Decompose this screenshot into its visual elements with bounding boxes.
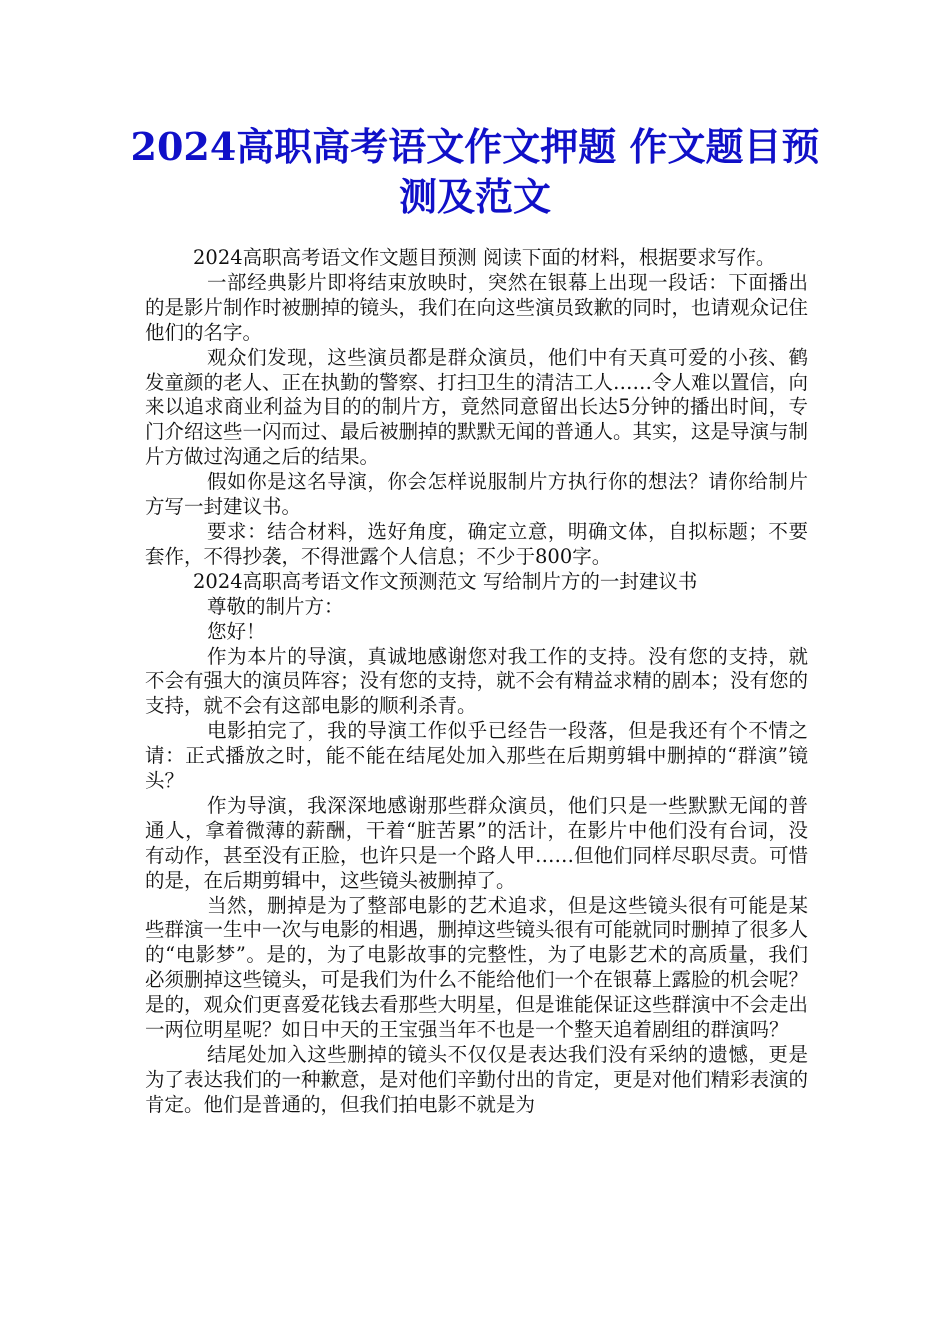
paragraph: 一部经典影片即将结束放映时，突然在银幕上出现一段话：下面播出的是影片制作时被删掉的镜头，我们在向这些演员致歉的同时，也请观众记住他们的名字。 <box>145 270 809 344</box>
paragraph: 作为本片的导演，真诚地感谢您对我工作的支持。没有您的支持，就不会有强大的演员阵容；没有您的支持，就不会有精益求精的剧本；没有您的支持，就不会有这部电影的顺利杀青。 <box>145 644 809 718</box>
paragraph: 2024高职高考语文作文题目预测 阅读下面的材料，根据要求写作。 <box>193 246 776 269</box>
paragraph: 当然，删掉是为了整部电影的艺术追求，但是这些镜头很有可能是某些群演一生中一次与电影的相遇，删掉这些镜头很有可能就同时删掉了很多人的“电影梦”。是的，为了电影故事的完整性，为了电影艺术的高质量，我们必须删掉这些镜头，可是我们为什么不能给他们一个在银幕上露脸的机会呢？是的，观众们更喜爱花钱去看那些大明星，但是谁能保证这些群演中不会走出一两位明星呢？如日中天的王宝强当年不也是一个整天追着剧组的群演吗？ <box>145 893 809 1042</box>
paragraph: 2024高职高考语文作文预测范文 写给制片方的一封建议书 <box>193 569 698 593</box>
paragraph: 作为导演，我深深地感谢那些群众演员，他们只是一些默默无闻的普通人，拿着微薄的薪酬，干着“脏苦累”的活计，在影片中他们没有台词，没有动作，甚至没有正脸，也许只是一个路人甲……但他们同样尽职尽责。可惜的是，在后期剪辑中，这些镜头被删掉了。 <box>145 793 809 892</box>
paragraph: 结尾处加入这些删掉的镜头不仅仅是表达我们没有采纳的遗憾，更是为了表达我们的一种歉意，是对他们辛勤付出的肯定，更是对他们精彩表演的肯定。他们是普通的，但我们拍电影不就是为 <box>145 1043 809 1116</box>
paragraph: 您好！ <box>207 619 266 643</box>
paragraph: 假如你是这名导演，你会怎样说服制片方执行你的想法？请你给制片方写一封建议书。 <box>145 470 808 519</box>
paragraph: 电影拍完了，我的导演工作似乎已经告一段落，但是我还有个不情之请：正式播放之时，能不能在结尾处加入那些在后期剪辑中删掉的“群演”镜头？ <box>145 719 808 793</box>
paragraph: 要求：结合材料，选好角度，确定立意，明确文体，自拟标题；不要套作，不得抄袭，不得泄露个人信息；不少于800字。 <box>145 519 808 568</box>
paragraph: 尊敬的制片方： <box>207 594 344 618</box>
page-title: 2024高职高考语文作文押题 作文题目预测及范文 <box>130 124 820 219</box>
document-body <box>145 246 808 1118</box>
paragraph: 观众们发现，这些演员都是群众演员，他们中有天真可爱的小孩、鹤发童颜的老人、正在执勤的警察、打扫卫生的清洁工人……令人难以置信，向来以追求商业利益为目的的制片方，竟然同意留出长达5分钟的播出时间，专门介绍这些一闪而过、最后被删掉的默默无闻的普通人。其实，这是导演与制片方做过沟通之后的结果。 <box>145 345 809 469</box>
